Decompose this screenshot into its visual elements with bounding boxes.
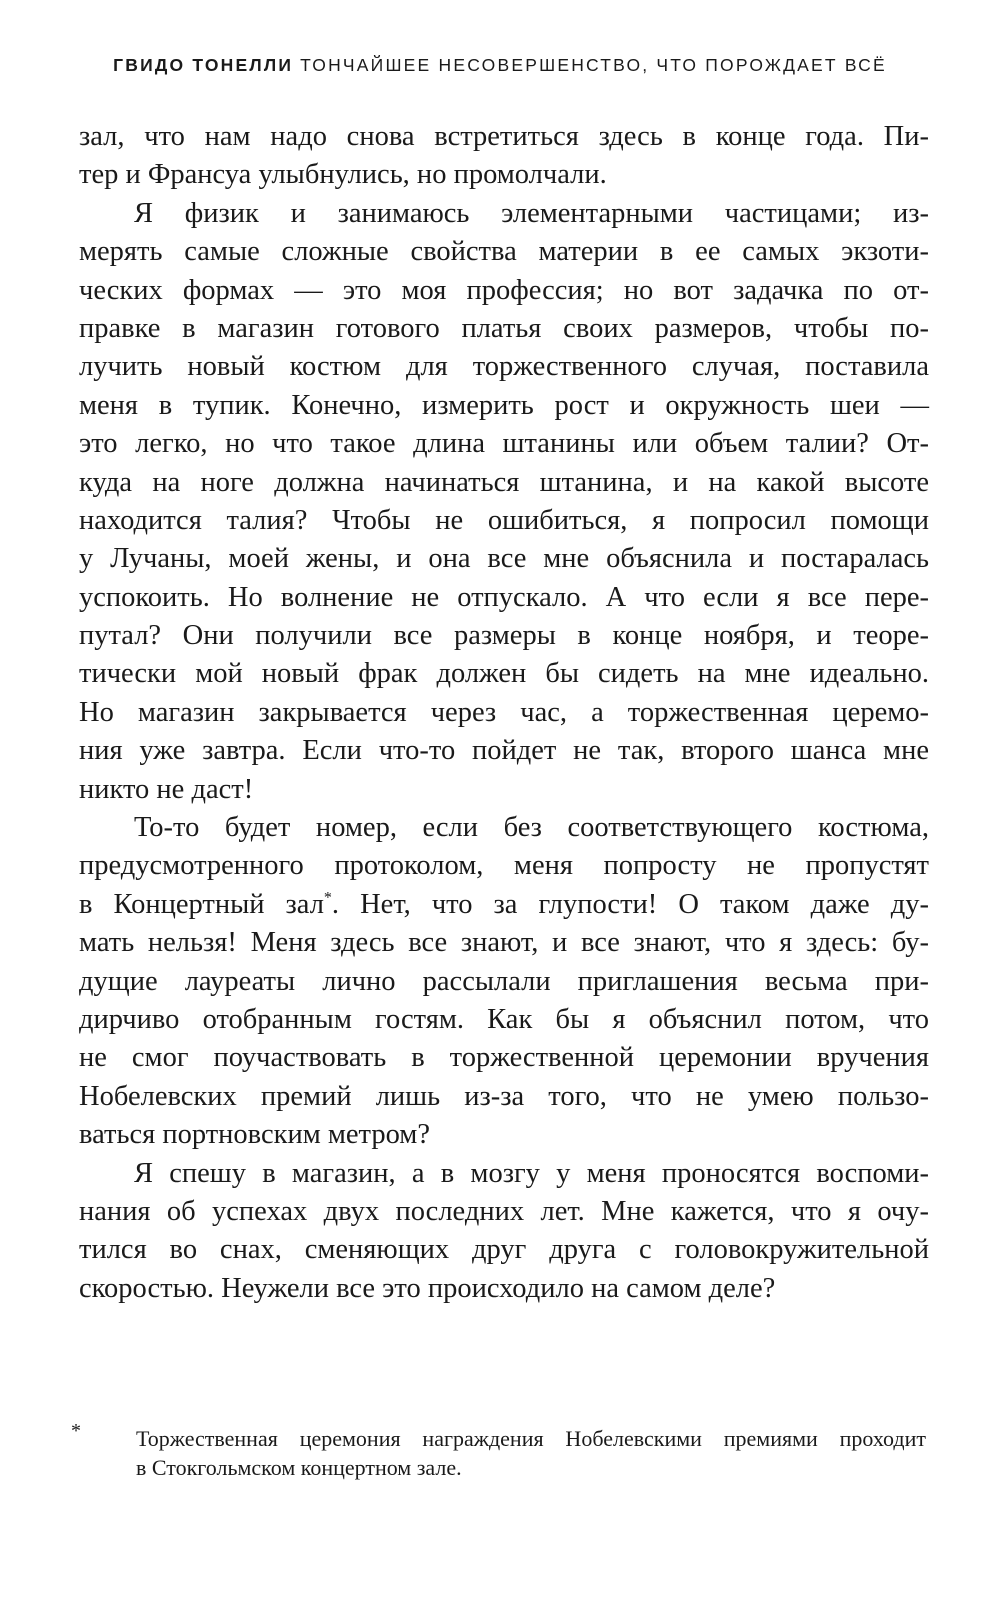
text-line: То-то будет номер, если без соответствующего костюма, [134,812,929,844]
text-line: скоростью. Неужели все это происходило на самом деле? [79,1272,776,1304]
text-line: дущие лауреаты лично рассылали приглашения весьма при- [79,965,929,997]
text-line: нания об успехах двух последних лет. Мне кажется, что я очу- [79,1195,929,1227]
text-line: дирчиво отобранным гостям. Как бы я объяснил потом, что [79,1003,929,1035]
running-header [0,55,1000,76]
text-line: успокоить. Но волнение не отпускало. А что если я все пере- [79,581,929,613]
footnote-reference: * [323,889,332,907]
text-line: ческих формах — это моя профессия; но вот задачка по от- [79,274,929,306]
text-line: находится талия? Чтобы не ошибиться, я попросил помощи [79,504,929,536]
text-line: меня в тупик. Конечно, измерить рост и окружность шеи — [79,389,929,421]
text-line: Но магазин закрывается через час, а торжественная церемо- [79,696,929,728]
text-line [79,886,929,924]
footnote-mark: * [71,1420,81,1442]
text-line: это легко, но что такое длина штанины или объем талии? От- [79,428,929,460]
text-line: ния уже завтра. Если что-то пойдет не так, второго шанса мне [79,735,929,767]
text-line: у Лучаны, моей жены, и она все мне объяснила и постаралась [79,543,929,575]
text-line: правке в магазин готового платья своих размеров, чтобы по- [79,312,929,344]
text-line: зал, что нам надо снова встретиться здесь в конце года. Пи- [79,121,929,152]
text-line: путал? Они получили все размеры в конце ноября, и теоре- [79,620,929,652]
text-line: куда на ноге должна начинаться штанина, и на какой высоте [79,466,929,498]
text-line: Нобелевских премий лишь из-за того, что не умею пользо- [79,1080,929,1112]
text-line: тился во снах, сменяющих друг друга с головокружительной [79,1234,929,1266]
text-line: предусмотренного протоколом, меня попросту не пропустят [79,850,929,882]
text-line: не смог поучаствовать в торжественной церемонии вручения [79,1042,929,1074]
text-line: мерять самые сложные свойства материи в ее самых экзоти- [79,236,929,268]
text-line: Я физик и занимаюсь элементарными частицами; из- [134,197,929,229]
text-line: никто не даст! [79,773,254,805]
text-fragment: . Нет, что за глупости! О таком даже ду- [331,888,930,920]
text-line: Я спешу в магазин, а в мозгу у меня проносятся воспоми- [134,1157,929,1189]
footnote-line: Торжественная церемония награждения Нобелевскими премиями проходит [136,1426,926,1451]
text-line: лучить новый костюм для торжественного случая, поставила [79,351,929,383]
text-fragment: в Концертный зал [79,888,324,920]
text-line: мать нельзя! Меня здесь все знают, и все знают, что я здесь: бу- [79,927,929,959]
header-title: ТОНЧАЙШЕЕ НЕСОВЕРШЕНСТВО, ЧТО ПОРОЖДАЕТ ВСЁ [300,55,887,75]
body-text [79,118,929,1308]
text-line: тер и Франсуа улыбнулись, но промолчали. [79,159,607,191]
footnote-line: в Стокгольмском концертном зале. [136,1455,462,1480]
text-line: тически мой новый фрак должен бы сидеть на мне идеально. [79,658,929,690]
footnote-text [136,1424,926,1482]
text-line: ваться портновским метром? [79,1119,430,1151]
header-author: ГВИДО ТОНЕЛЛИ [113,55,294,75]
